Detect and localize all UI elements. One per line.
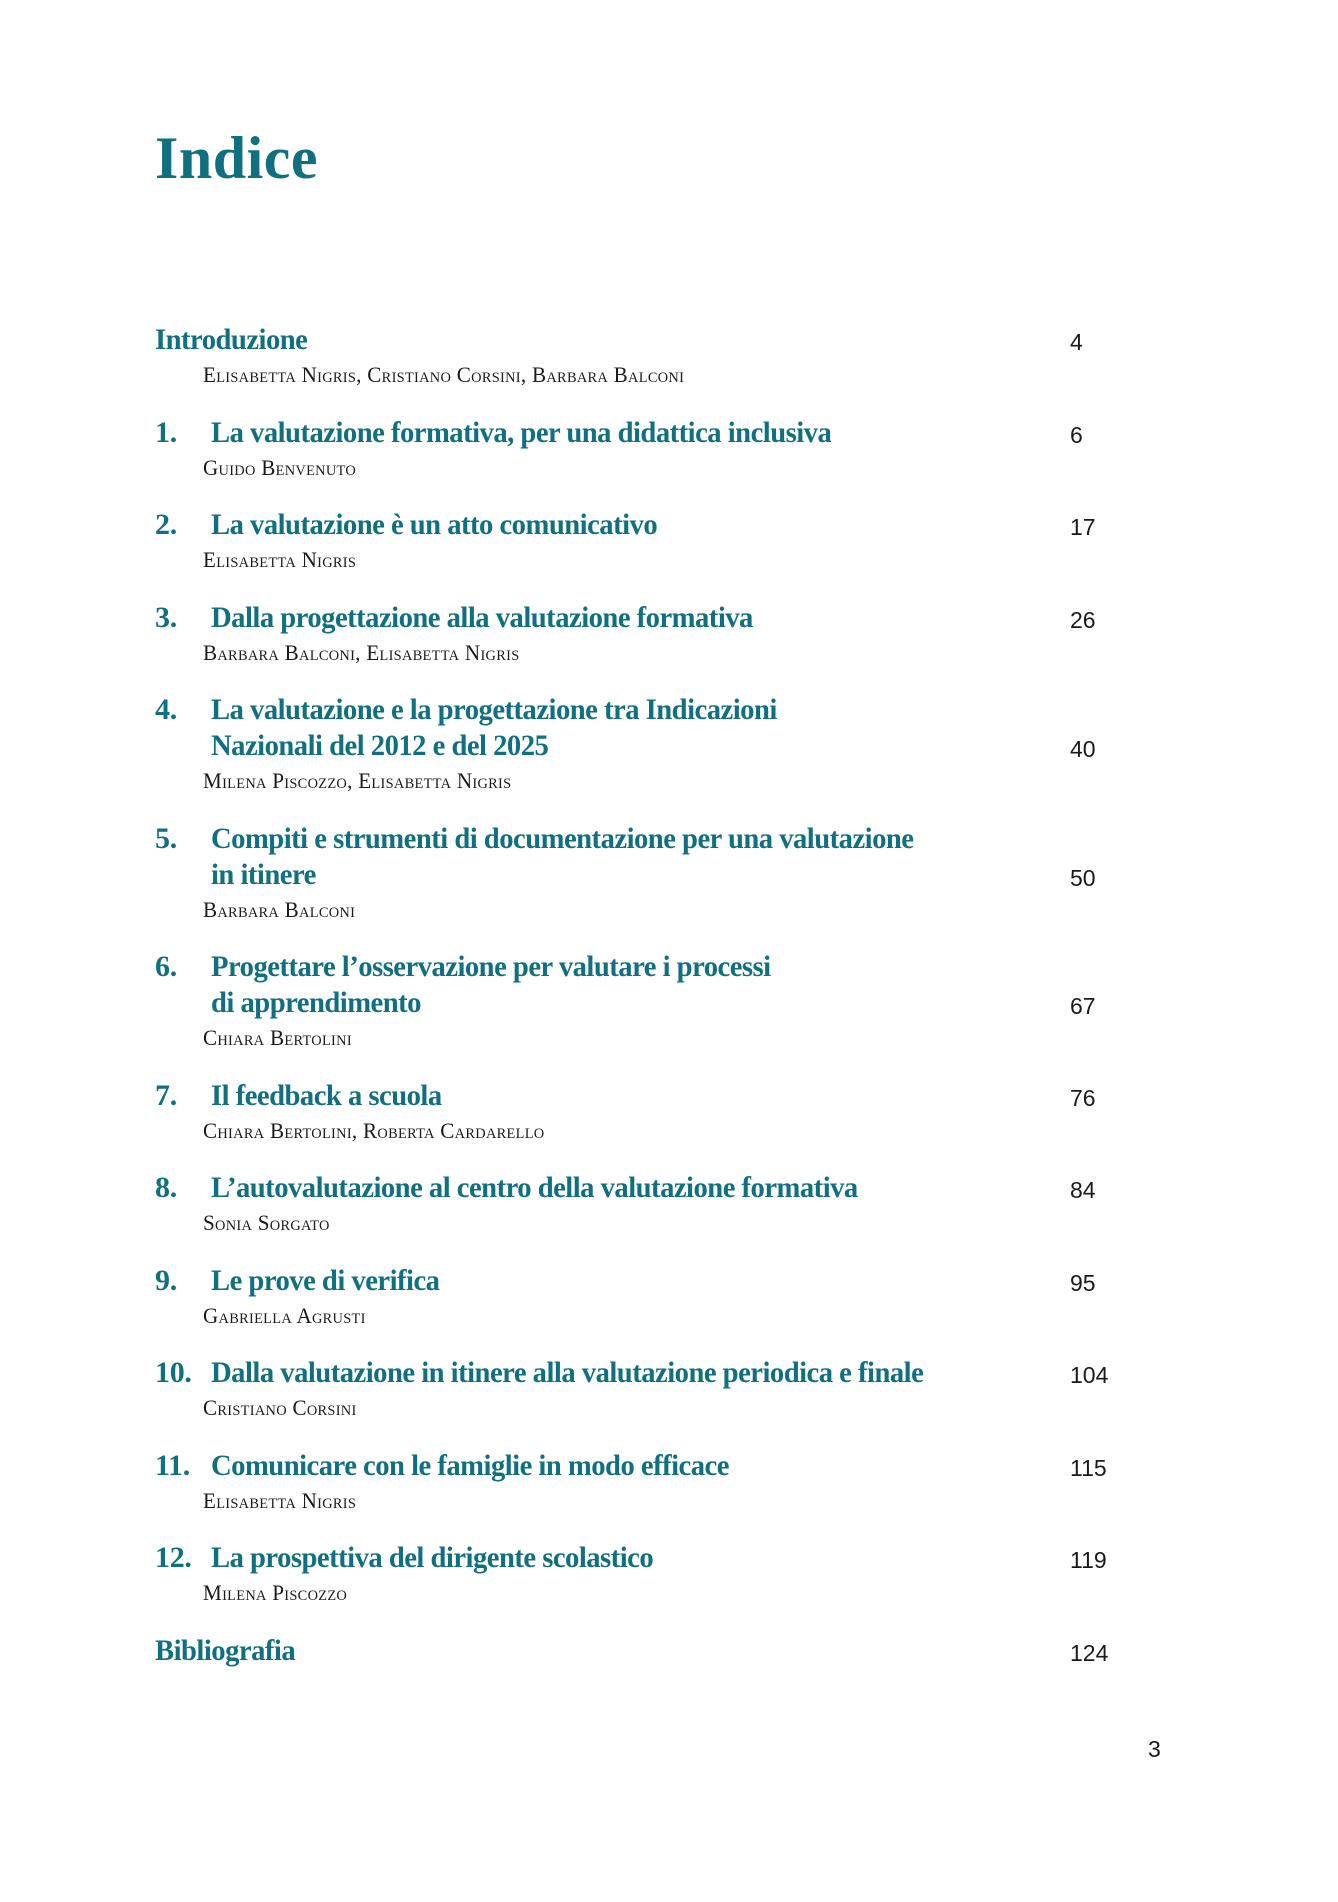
toc-entry-number: 9.	[155, 1263, 177, 1297]
toc-entry[interactable]	[155, 1540, 1190, 1607]
toc-entry-line	[155, 692, 1190, 764]
toc-entry-title-column	[211, 1448, 1190, 1484]
toc-entry-title[interactable]: L’autovalutazione al centro della valutazione formativa	[211, 1171, 858, 1204]
toc-entry-title-line2[interactable]: in itinere	[211, 857, 316, 891]
toc-entry-title[interactable]: La valutazione formativa, per una didattica inclusiva	[211, 415, 832, 449]
toc-entry-authors: Barbara Balconi, Elisabetta Nigris	[203, 639, 520, 665]
toc-entry-authors: Milena Piscozzo	[203, 1580, 348, 1605]
toc-entry-number: 3.	[155, 600, 177, 634]
toc-entry-title[interactable]: La prospettiva del dirigente scolastico	[211, 1541, 654, 1574]
toc-entry-title-column	[211, 1170, 1190, 1206]
toc-entry-authors: Guido Benvenuto	[203, 454, 357, 480]
toc-entry-title[interactable]: Le prove di verifica	[211, 1263, 440, 1297]
toc-entry-number: 2.	[155, 508, 177, 541]
toc-entry[interactable]	[155, 507, 1190, 574]
toc-entry-title-column	[211, 1078, 1190, 1114]
toc-entry-line	[155, 1078, 1190, 1114]
toc-entry[interactable]	[155, 415, 1190, 482]
toc-entry-title[interactable]: Comunicare con le famiglie in modo efficace	[211, 1448, 729, 1482]
toc-entry-line	[155, 507, 1190, 543]
toc-entry-authors: Chiara Bertolini, Roberta Cardarello	[203, 1117, 545, 1143]
toc-entry-authors: Barbara Balconi	[203, 896, 356, 922]
toc-entry-number: 7.	[155, 1078, 177, 1112]
toc-entry-title-column	[211, 821, 1190, 893]
toc-entry-line	[155, 1448, 1190, 1484]
toc-entry-title[interactable]: Progettare l’osservazione per valutare i processi	[211, 950, 771, 983]
toc-entry-number: 11.	[155, 1448, 190, 1482]
toc-entry-number: 8.	[155, 1171, 177, 1204]
toc-entry-authors: Milena Piscozzo, Elisabetta Nigris	[203, 768, 512, 793]
toc-entry[interactable]	[155, 1355, 1190, 1422]
toc-entry-number: 10.	[155, 1356, 192, 1389]
toc-entry-page-number[interactable]: 95	[1070, 1269, 1096, 1296]
toc-entry-authors: Sonia Sorgato	[203, 1210, 330, 1235]
toc-entry-authors: Gabriella Agrusti	[203, 1302, 366, 1328]
toc-entry-page-number[interactable]: 26	[1070, 606, 1096, 633]
toc-entry-authors: Chiara Bertolini	[203, 1025, 352, 1050]
toc-entry-title-column	[155, 322, 1190, 358]
toc-entry-line	[155, 1540, 1190, 1576]
toc-entry-number: 5.	[155, 821, 177, 855]
toc-entry-title[interactable]: Il feedback a scuola	[211, 1078, 442, 1112]
toc-entry-authors: Elisabetta Nigris	[203, 547, 357, 572]
toc-entry-authors: Elisabetta Nigris	[203, 1487, 357, 1513]
toc-entry-title-line2[interactable]: Nazionali del 2012 e del 2025	[211, 729, 549, 762]
toc-entry-authors: Elisabetta Nigris, Cristiano Corsini, Barbara Balconi	[203, 362, 685, 387]
toc-entry-number: 6.	[155, 950, 177, 983]
toc-entry-title[interactable]: Dalla progettazione alla valutazione formativa	[211, 600, 753, 634]
toc-entry-title-column	[211, 1263, 1190, 1299]
toc-entry-page-number[interactable]: 67	[1070, 993, 1096, 1019]
toc-entry-title-column	[211, 692, 1190, 764]
toc-entry[interactable]	[155, 1263, 1190, 1330]
toc-entry-line	[155, 1633, 1190, 1669]
toc-entry-page-number[interactable]: 124	[1070, 1639, 1109, 1666]
page-folio-number: 3	[1148, 1736, 1161, 1762]
toc-entry-title[interactable]: Compiti e strumenti di documentazione per una valutazione	[211, 821, 914, 855]
toc-entry-title-column	[211, 415, 1190, 451]
toc-entry-line	[155, 600, 1190, 636]
toc-entry-line	[155, 1170, 1190, 1206]
toc-entry-page-number[interactable]: 119	[1070, 1547, 1107, 1573]
toc-entry-title-column	[155, 1633, 1190, 1669]
toc-entry-line	[155, 1355, 1190, 1391]
toc-entry-line	[155, 821, 1190, 893]
toc-entry-line	[155, 1263, 1190, 1299]
toc-entry-title[interactable]: Dalla valutazione in itinere alla valutazione periodica e finale	[211, 1356, 924, 1389]
toc-entry-number: 4.	[155, 693, 177, 726]
toc-entry[interactable]	[155, 1078, 1190, 1145]
toc-entry-page-number[interactable]: 6	[1070, 421, 1083, 448]
toc-entry[interactable]	[155, 600, 1190, 667]
toc-entry-title[interactable]: Bibliografia	[155, 1633, 296, 1667]
toc-entry-page-number[interactable]: 104	[1070, 1362, 1109, 1388]
toc-entry-title-column	[211, 600, 1190, 636]
toc-entry-number: 12.	[155, 1541, 192, 1574]
toc-entry-title-column	[211, 1355, 1190, 1391]
page-title: Indice	[155, 125, 319, 191]
toc-entry[interactable]	[155, 821, 1190, 924]
toc-entry[interactable]	[155, 322, 1190, 389]
toc-entry[interactable]	[155, 692, 1190, 795]
toc-entry-page-number[interactable]: 76	[1070, 1084, 1096, 1111]
toc-entry-page-number[interactable]: 84	[1070, 1177, 1096, 1203]
toc-entry-title-column	[211, 507, 1190, 543]
toc-entry[interactable]	[155, 1633, 1190, 1669]
toc-entry-authors: Cristiano Corsini	[203, 1395, 357, 1420]
toc-entry-line	[155, 322, 1190, 358]
toc-entry-title-column	[211, 1540, 1190, 1576]
toc-entry-page-number[interactable]: 17	[1070, 514, 1096, 540]
toc-entry-page-number[interactable]: 40	[1070, 736, 1096, 762]
table-of-contents	[155, 322, 1190, 1695]
toc-entry-page-number[interactable]: 4	[1070, 329, 1083, 355]
toc-entry[interactable]	[155, 1170, 1190, 1237]
toc-entry-title-column	[211, 949, 1190, 1021]
toc-entry-line	[155, 949, 1190, 1021]
toc-entry-page-number[interactable]: 50	[1070, 864, 1096, 891]
toc-entry[interactable]	[155, 949, 1190, 1052]
toc-entry-title[interactable]: La valutazione e la progettazione tra Indicazioni	[211, 693, 777, 726]
toc-entry-line	[155, 415, 1190, 451]
toc-entry-page-number[interactable]: 115	[1070, 1454, 1107, 1481]
toc-entry-title-line2[interactable]: di apprendimento	[211, 986, 421, 1019]
toc-entry-title[interactable]: La valutazione è un atto comunicativo	[211, 508, 658, 541]
toc-entry[interactable]	[155, 1448, 1190, 1515]
toc-entry-title[interactable]: Introduzione	[155, 323, 308, 356]
toc-entry-number: 1.	[155, 415, 177, 449]
